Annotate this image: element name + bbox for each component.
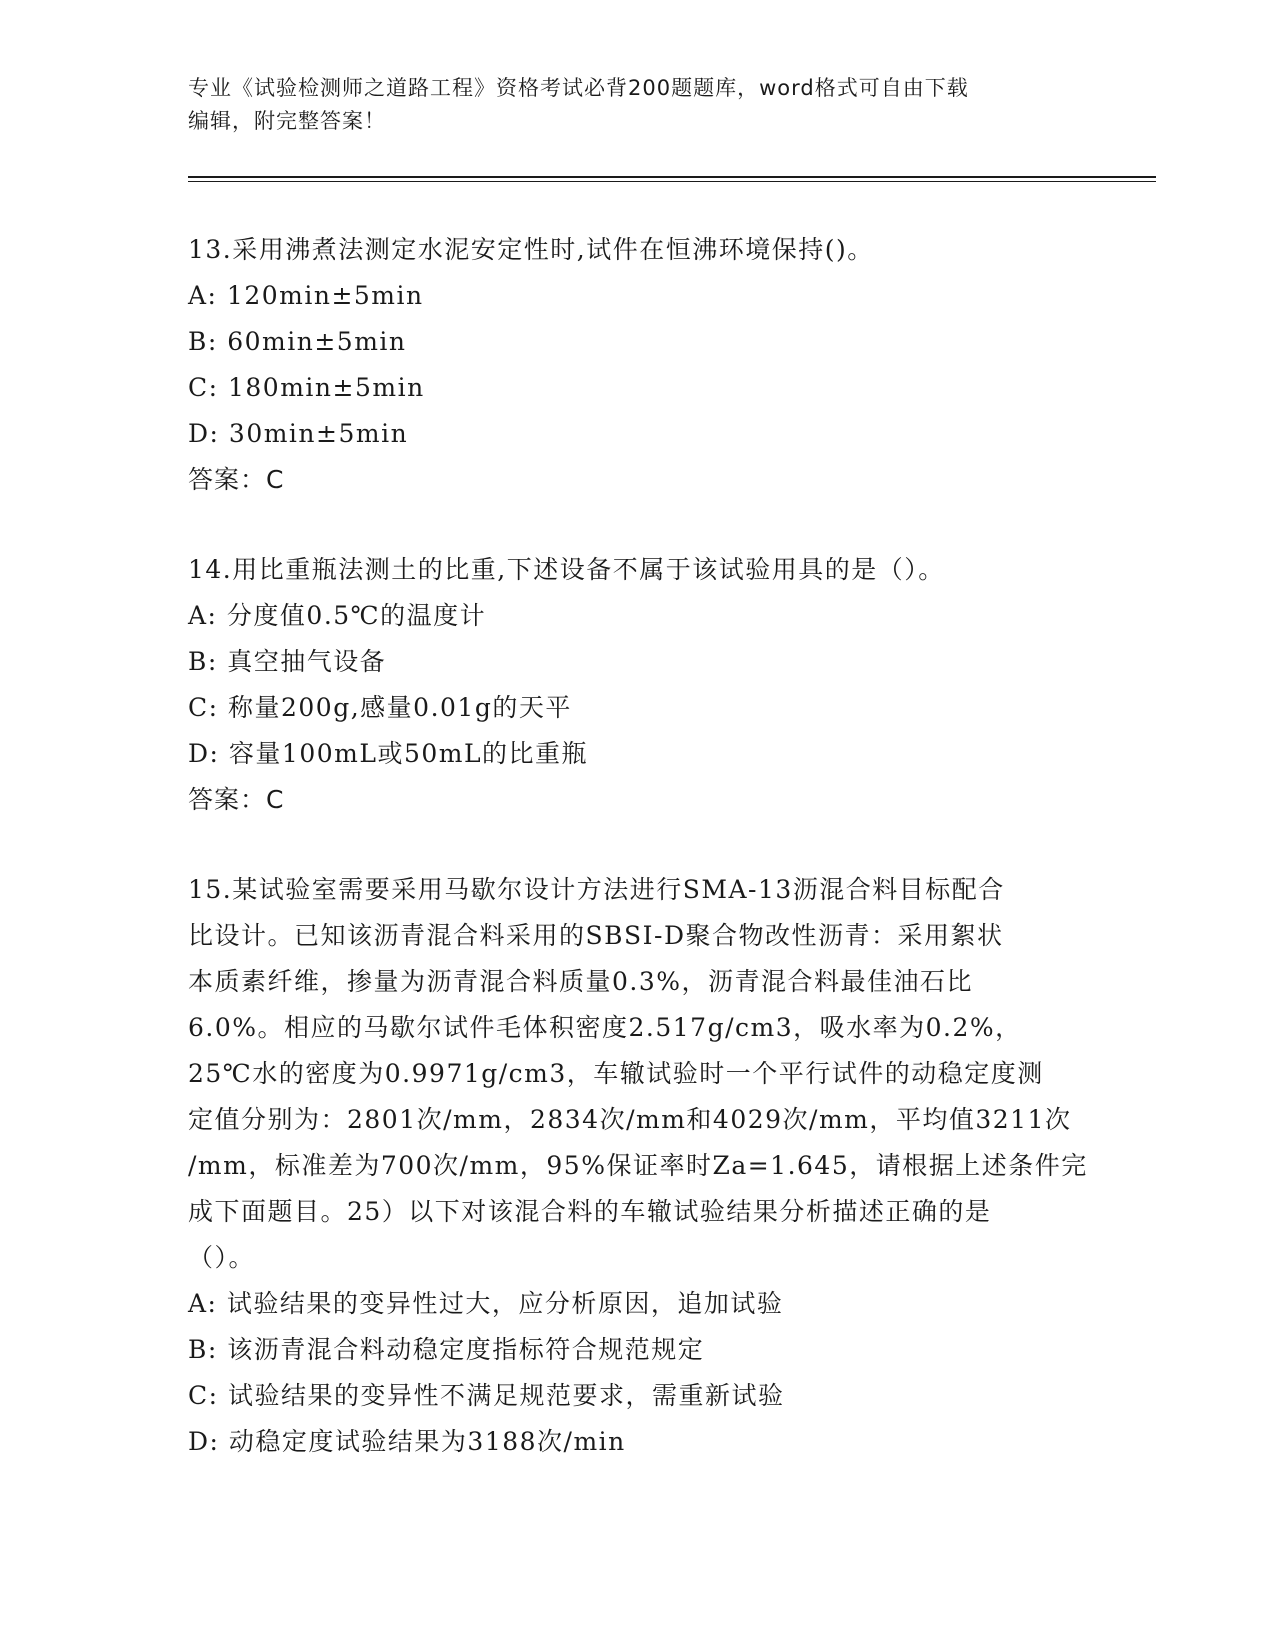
question-stem-line: 15.某试验室需要采用马歇尔设计方法进行SMA-13沥混合料目标配合 [188, 875, 1005, 904]
header-line-2: 编辑，附完整答案！ [188, 109, 386, 133]
question-15 [188, 867, 1088, 1465]
option-a: A: 120min±5min [188, 281, 424, 310]
option-b: B: 60min±5min [188, 327, 407, 356]
option-c: C: 180min±5min [188, 373, 425, 402]
question-stem-line: 25℃水的密度为0.9971g/cm3，车辙试验时一个平行试件的动稳定度测 [188, 1059, 1044, 1088]
option-c: C: 称量200g,感量0.01g的天平 [188, 693, 572, 722]
option-a: A: 分度值0.5℃的温度计 [188, 601, 487, 630]
question-stem: 14.用比重瓶法测土的比重,下述设备不属于该试验用具的是（）。 [188, 555, 945, 584]
option-a: A: 试验结果的变异性过大，应分析原因，追加试验 [188, 1289, 784, 1318]
answer: 答案：C [188, 465, 285, 494]
header-rule-thin [188, 181, 1156, 182]
option-d: D: 30min±5min [188, 419, 409, 448]
question-stem-line: 成下面题目。25）以下对该混合料的车辙试验结果分析描述正确的是 [188, 1197, 992, 1226]
question-13 [188, 227, 1088, 503]
option-b: B: 该沥青混合料动稳定度指标符合规范规定 [188, 1335, 705, 1364]
option-c: C: 试验结果的变异性不满足规范要求，需重新试验 [188, 1381, 785, 1410]
option-b: B: 真空抽气设备 [188, 647, 387, 676]
question-stem-line: /mm，标准差为700次/mm，95%保证率时Za=1.645，请根据上述条件完 [188, 1151, 1088, 1180]
header-rule-thick [188, 176, 1156, 178]
question-stem-line: （）。 [188, 1243, 256, 1272]
question-stem-line: 本质素纤维，掺量为沥青混合料质量0.3%，沥青混合料最佳油石比 [188, 967, 974, 996]
question-stem-line: 定值分别为：2801次/mm，2834次/mm和4029次/mm，平均值3211次 [188, 1105, 1072, 1134]
question-14 [188, 547, 1088, 823]
answer: 答案：C [188, 785, 285, 814]
question-stem-line: 比设计。已知该沥青混合料采用的SBSI-D聚合物改性沥青：采用絮状 [188, 921, 1004, 950]
header-line-1: 专业《试验检测师之道路工程》资格考试必背200题题库，word格式可自由下载 [188, 76, 969, 100]
question-stem-line: 6.0%。相应的马歇尔试件毛体积密度2.517g/cm3，吸水率为0.2%， [188, 1013, 1022, 1042]
option-d: D: 动稳定度试验结果为3188次/min [188, 1427, 626, 1456]
document-header [188, 72, 1088, 138]
question-stem: 13.采用沸煮法测定水泥安定性时,试件在恒沸环境保持()。 [188, 235, 874, 264]
option-d: D: 容量100mL或50mL的比重瓶 [188, 739, 589, 768]
